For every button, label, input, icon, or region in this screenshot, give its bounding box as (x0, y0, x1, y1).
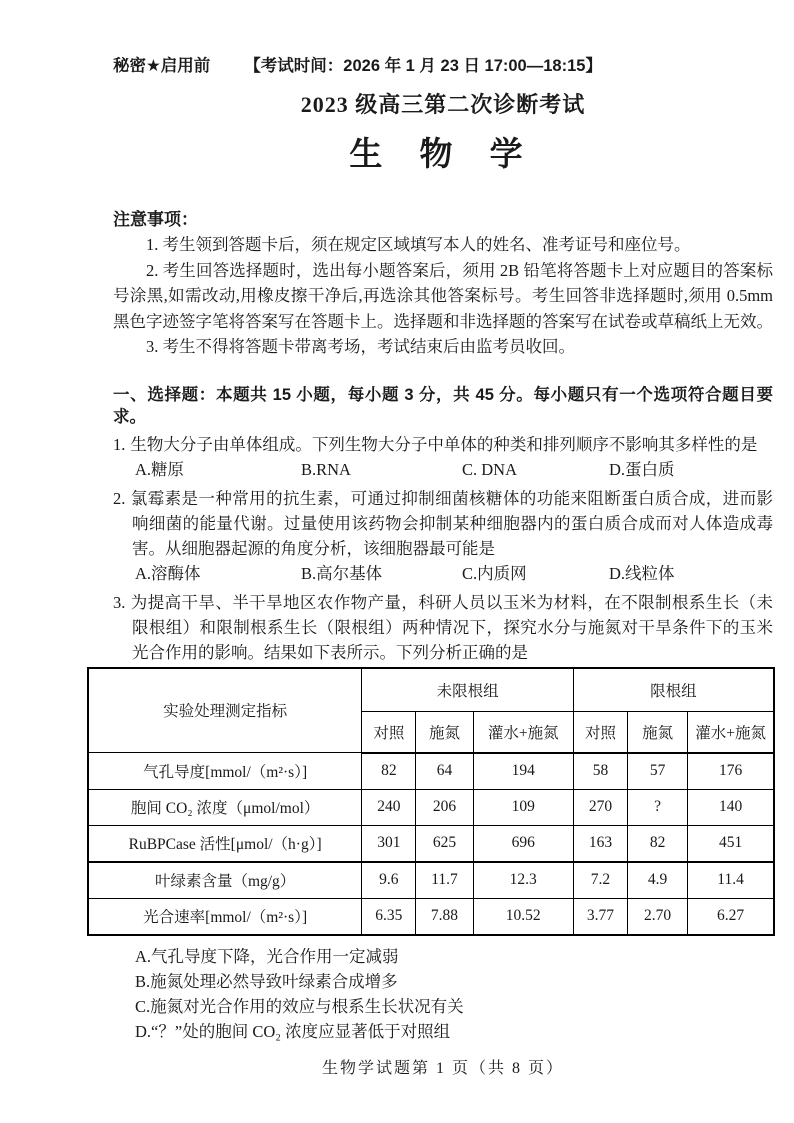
question-3-text: 为提高干旱、半干旱地区农作物产量，科研人员以玉米为材料，在不限制根系生长（未限根组）和限制根系生长（限根组）两种情况下，探究水分与施氮对干旱条件下的玉米光合作用的影响。结果如下表所示。下列分析正确的是 (130, 592, 773, 662)
value-cell: 206 (416, 789, 473, 825)
table-subheader: 灌水+施氮 (688, 711, 774, 753)
value-cell: 7.88 (416, 898, 473, 935)
value-cell: 696 (473, 825, 573, 862)
question-3-option-b: B.施氮处理必然导致叶绿素合成增多 (135, 971, 398, 991)
value-cell: 58 (573, 753, 627, 790)
table-group-header-row (88, 668, 774, 712)
question-2-option-a: A.溶酶体 (135, 563, 201, 583)
value-cell: 451 (688, 825, 774, 862)
value-cell: 4.9 (628, 862, 688, 899)
value-cell: 3.77 (573, 898, 627, 935)
results-table (87, 667, 775, 936)
subject-title: 生 物 学 (349, 135, 537, 172)
question-3-number: 3. (113, 592, 126, 612)
question-2-option-d: D.线粒体 (609, 563, 675, 583)
table-corner-header: 实验处理测定指标 (88, 668, 362, 753)
question-2-stem (113, 486, 773, 561)
question-1 (113, 432, 773, 482)
page-footer: 生物学试题第 1 页（共 8 页） (321, 1060, 564, 1077)
table-row (88, 862, 774, 899)
value-cell: 12.3 (473, 862, 573, 899)
notice-item-3: 3. 考生不得将答题卡带离考场，考试结束后由监考员收回。 (146, 337, 575, 356)
exam-title: 2023 级高三第二次诊断考试 (300, 92, 586, 117)
question-2-option-b: B.高尔基体 (301, 563, 383, 583)
question-3-option-d: D.“？”处的胞间 CO₂ 浓度应显著低于对照组 (135, 1021, 451, 1041)
value-cell: 57 (628, 753, 688, 790)
value-cell: 9.6 (362, 862, 416, 899)
question-1-option-c: C. DNA (462, 459, 518, 479)
notice-heading: 注意事项： (113, 210, 198, 229)
table-row (88, 789, 774, 825)
section-heading: 一、选择题：本题共 15 小题，每小题 3 分，共 45 分。每小题只有一个选项符合题目要求。 (113, 385, 773, 426)
question-1-number: 1. (113, 434, 126, 454)
row-label-cell: RuBPCase 活性[μmol/（h·g）] (88, 825, 362, 862)
table-row (88, 898, 774, 935)
table-row (88, 825, 774, 862)
question-3-option-c: C.施氮对光合作用的效应与根系生长状况有关 (135, 996, 464, 1016)
value-cell: 7.2 (573, 862, 627, 899)
value-cell: 625 (416, 825, 473, 862)
value-cell: 109 (473, 789, 573, 825)
exam-header (113, 56, 773, 76)
row-label-cell: 叶绿素含量（mg/g） (88, 862, 362, 899)
value-cell: 11.7 (416, 862, 473, 899)
question-1-stem (113, 432, 773, 457)
question-2-options (113, 561, 773, 586)
row-label-cell: 光合速率[mmol/（m²·s）] (88, 898, 362, 935)
question-1-option-a: A.糖原 (135, 459, 185, 479)
value-cell: 64 (416, 753, 473, 790)
page-content (113, 56, 773, 1044)
table-subheader: 施氮 (416, 711, 473, 753)
table-subheader: 对照 (362, 711, 416, 753)
value-cell: 6.35 (362, 898, 416, 935)
question-3-stem (113, 590, 773, 665)
value-cell: ? (628, 789, 688, 825)
notice-item-2: 2. 考生回答选择题时，选出每小题答案后，须用 2B 铅笔将答题卡上对应题目的答案标号涂黑,如需改动,用橡皮擦干净后,再选涂其他答案标号。考生回答非选择题时,须用 0.5mm 黑色字迹签字笔将答案写在答题卡上。选择题和非选择题的答案写在试卷或草稿纸上无效。 (113, 260, 773, 331)
value-cell: 140 (688, 789, 774, 825)
question-1-option-d: D.蛋白质 (609, 459, 675, 479)
table-group-restricted: 限根组 (573, 668, 774, 712)
question-3-options (113, 944, 773, 1044)
question-2 (113, 486, 773, 586)
value-cell: 10.52 (473, 898, 573, 935)
row-label-cell: 气孔导度[mmol/（m²·s）] (88, 753, 362, 790)
table-subheader: 对照 (573, 711, 627, 753)
secrecy-label: 秘密★启用前 (113, 57, 211, 75)
question-1-text: 生物大分子由单体组成。下列生物大分子中单体的种类和排列顺序不影响其多样性的是 (130, 434, 758, 454)
question-1-options (113, 457, 773, 482)
question-2-text: 氯霉素是一种常用的抗生素，可通过抑制细菌核糖体的功能来阻断蛋白质合成，进而影响细菌的能量代谢。过量使用该药物会抑制某种细胞器内的蛋白质合成而对人体造成毒害。从细胞器起源的角度分析，该细胞器最可能是 (130, 488, 773, 558)
notice-item-1: 1. 考生领到答题卡后，须在规定区域填写本人的姓名、准考证号和座位号。 (146, 235, 691, 254)
question-3 (113, 590, 773, 1044)
value-cell: 240 (362, 789, 416, 825)
value-cell: 176 (688, 753, 774, 790)
question-2-option-c: C.内质网 (462, 563, 527, 583)
value-cell: 6.27 (688, 898, 774, 935)
question-1-option-b: B.RNA (301, 459, 351, 479)
question-3-option-a: A.气孔导度下降，光合作用一定减弱 (135, 946, 399, 966)
row-label-cell: 胞间 CO₂ 浓度（μmol/mol） (88, 789, 362, 825)
value-cell: 82 (628, 825, 688, 862)
value-cell: 11.4 (688, 862, 774, 899)
table-subheader: 施氮 (628, 711, 688, 753)
table-subheader: 灌水+施氮 (473, 711, 573, 753)
value-cell: 301 (362, 825, 416, 862)
table-group-unrestricted: 未限根组 (362, 668, 574, 712)
value-cell: 270 (573, 789, 627, 825)
value-cell: 2.70 (628, 898, 688, 935)
value-cell: 163 (573, 825, 627, 862)
exam-time-label: 【考试时间：2026 年 1 月 23 日 17:00—18:15】 (244, 57, 602, 75)
value-cell: 194 (473, 753, 573, 790)
value-cell: 82 (362, 753, 416, 790)
table-row (88, 753, 774, 790)
question-2-number: 2. (113, 488, 126, 508)
